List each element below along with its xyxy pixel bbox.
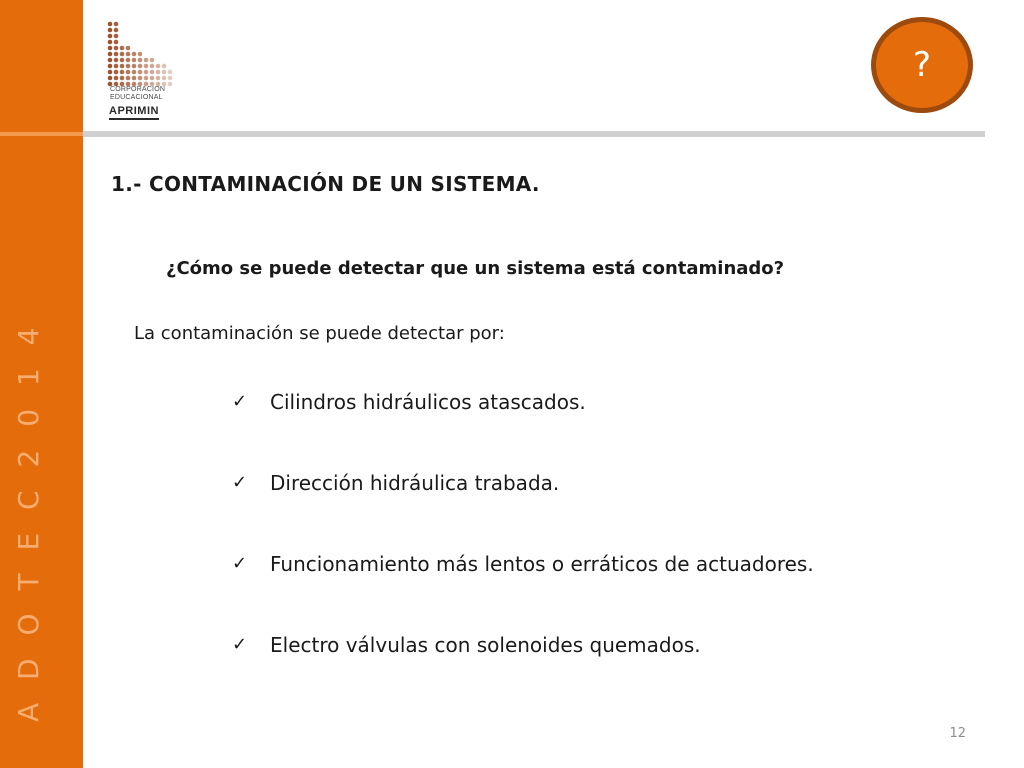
slide-intro: La contaminación se puede detectar por: <box>134 323 505 344</box>
logo-brand: APRIMIN <box>109 105 159 120</box>
side-bar-stripe <box>0 132 83 136</box>
list-item <box>232 552 814 633</box>
page-number: 12 <box>949 726 966 741</box>
checkmark-icon: ✓ <box>232 553 248 574</box>
vertical-watermark: A D O T E C 2 0 1 4 <box>12 320 45 722</box>
checkmark-icon: ✓ <box>232 472 248 493</box>
header-rule <box>83 131 985 137</box>
question-mark-icon: ? <box>912 45 932 85</box>
list-item <box>232 390 814 471</box>
slide-title: 1.- CONTAMINACIÓN DE UN SISTEMA. <box>111 172 540 196</box>
checkmark-icon: ✓ <box>232 391 248 412</box>
bullet-text: Funcionamiento más lentos o erráticos de actuadores. <box>270 552 814 576</box>
bullet-list <box>232 390 814 714</box>
slide-question: ¿Cómo se puede detectar que un sistema está contaminado? <box>166 258 785 279</box>
bullet-text: Dirección hidráulica trabada. <box>270 471 560 495</box>
help-button[interactable] <box>871 17 973 113</box>
checkmark-icon: ✓ <box>232 634 248 655</box>
logo-text-educacional: EDUCACIONAL <box>110 94 163 101</box>
bullet-text: Cilindros hidráulicos atascados. <box>270 390 586 414</box>
list-item <box>232 633 814 714</box>
bullet-text: Electro válvulas con solenoides quemados. <box>270 633 701 657</box>
logo-text-corporacion: CORPORACION <box>110 86 166 93</box>
list-item <box>232 471 814 552</box>
